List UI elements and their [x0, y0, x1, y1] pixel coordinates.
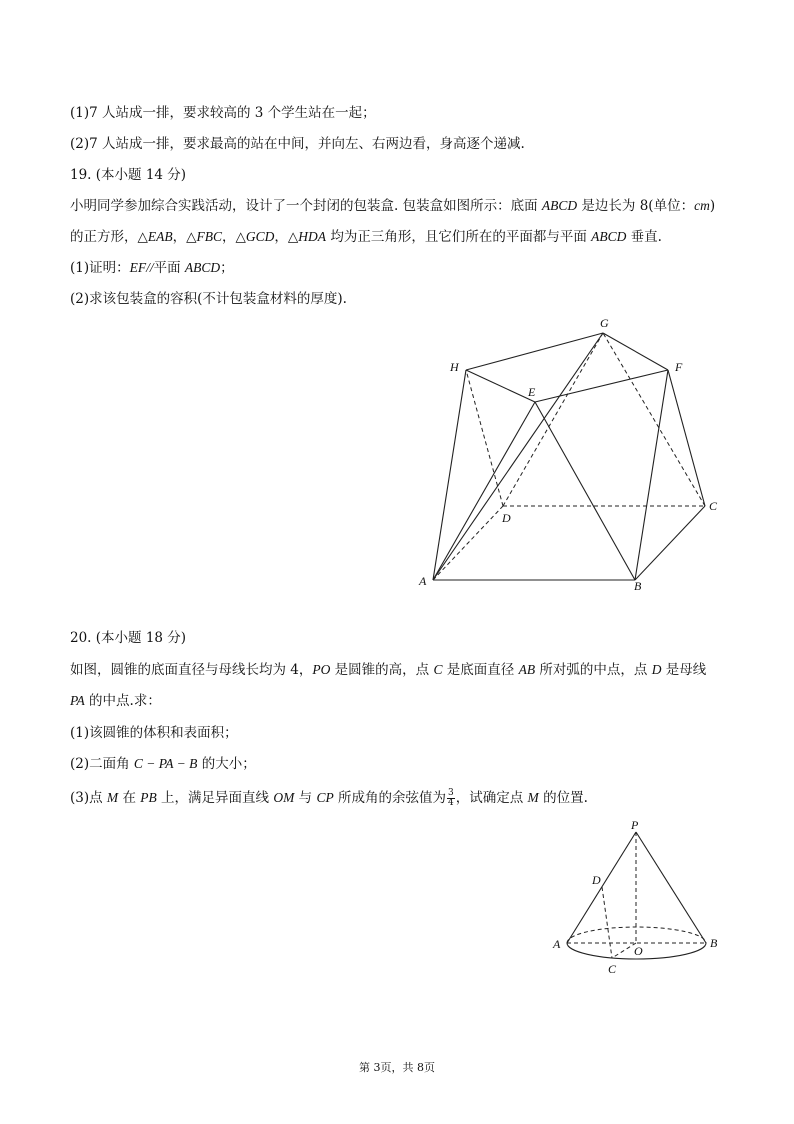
label-A: A	[553, 937, 561, 951]
math: OM	[273, 790, 295, 805]
label-B: B	[634, 579, 642, 593]
math: ABCD	[184, 260, 221, 275]
math: M	[106, 790, 119, 805]
math: C	[433, 662, 443, 677]
text: 所对弧的中点，点	[535, 662, 652, 678]
label-D: D	[592, 873, 601, 887]
math: △FBC	[186, 229, 223, 244]
label-C: C	[709, 499, 718, 513]
q20-figure-hidden	[567, 832, 706, 958]
q19-header: 19. (本小题 14 分)	[70, 167, 187, 183]
text: 是底面直径	[442, 662, 519, 678]
math: ABCD	[591, 229, 627, 244]
segment-dc	[602, 887, 612, 958]
fraction-numerator: 3	[448, 788, 454, 798]
text: (1)证明：	[70, 260, 130, 276]
fraction-denominator: 4	[448, 798, 454, 808]
math: EF//	[129, 260, 154, 275]
text: 与	[294, 790, 317, 806]
label-H: H	[450, 360, 459, 374]
math: cm	[694, 198, 710, 213]
text: 是圆锥的高，点	[330, 662, 434, 678]
text: (3)点	[70, 790, 107, 806]
q18-part2: (2)7 人站成一排，要求最高的站在中间，并向左、右两边看，身高逐个递减.	[70, 136, 525, 152]
label-E: E	[528, 385, 536, 399]
text: 上，满足异面直线	[156, 790, 274, 806]
text: 所成角的余弦值为	[333, 790, 447, 806]
label-P: P	[631, 818, 639, 832]
q19-stem-line2: 的正方形，△EAB，△FBC，△GCD，△HDA 均为正三角形，且它们所在的平面都与平面 ABCD 垂直.	[70, 229, 662, 245]
math: AB	[518, 662, 536, 677]
math: M	[527, 790, 539, 805]
label-G: G	[600, 316, 609, 330]
math: PB	[140, 790, 157, 805]
text: ；	[220, 260, 234, 276]
cone-edge-pb	[636, 832, 706, 943]
q20-header: 20. (本小题 18 分)	[70, 630, 187, 646]
math: C − PA − B	[133, 756, 198, 771]
text: (2)二面角	[70, 756, 134, 772]
label-F: F	[675, 360, 683, 374]
math: △GCD	[235, 229, 275, 244]
text: 是母线	[661, 662, 707, 678]
page-footer: 第 3页，共 8页	[359, 1061, 435, 1074]
text: )	[709, 198, 716, 214]
math: △HDA	[287, 229, 327, 244]
text: ，试确定点	[455, 790, 528, 806]
label-O: O	[634, 944, 643, 958]
text: 的位置.	[538, 790, 588, 806]
label-A: A	[419, 574, 427, 588]
label-C: C	[608, 962, 617, 976]
text: 在	[118, 790, 141, 806]
text: 如图，圆锥的底面直径与母线长均为 4，	[70, 662, 313, 678]
text: 均为正三角形，且它们所在的平面都与平面	[326, 229, 592, 245]
q18-part1: (1)7 人站成一排，要求较高的 3 个学生站在一起；	[70, 105, 376, 121]
cone-edge-pa	[567, 832, 636, 943]
q20-part1: (1)该圆锥的体积和表面积；	[70, 725, 238, 741]
text: 是边长为 8(单位：	[577, 198, 695, 214]
math: D	[651, 662, 662, 677]
text: 垂直.	[626, 229, 662, 245]
text: 的中点.求：	[84, 693, 161, 709]
math: PO	[312, 662, 331, 677]
math: PA	[70, 693, 85, 708]
text: 的大小；	[197, 756, 256, 772]
math: △EAB	[137, 229, 173, 244]
q19-part2: (2)求该包装盒的容积(不计包装盒材料的厚度).	[70, 291, 347, 307]
label-D: D	[502, 511, 511, 525]
text: 平面	[153, 260, 185, 276]
math: ABCD	[541, 198, 578, 213]
text: 的正方形，	[70, 229, 138, 245]
label-B: B	[710, 936, 718, 950]
text: 小明同学参加综合实践活动，设计了一个封闭的包装盒. 包装盒如图所示：底面	[70, 198, 542, 214]
math: CP	[316, 790, 334, 805]
segment-oc	[612, 943, 636, 958]
